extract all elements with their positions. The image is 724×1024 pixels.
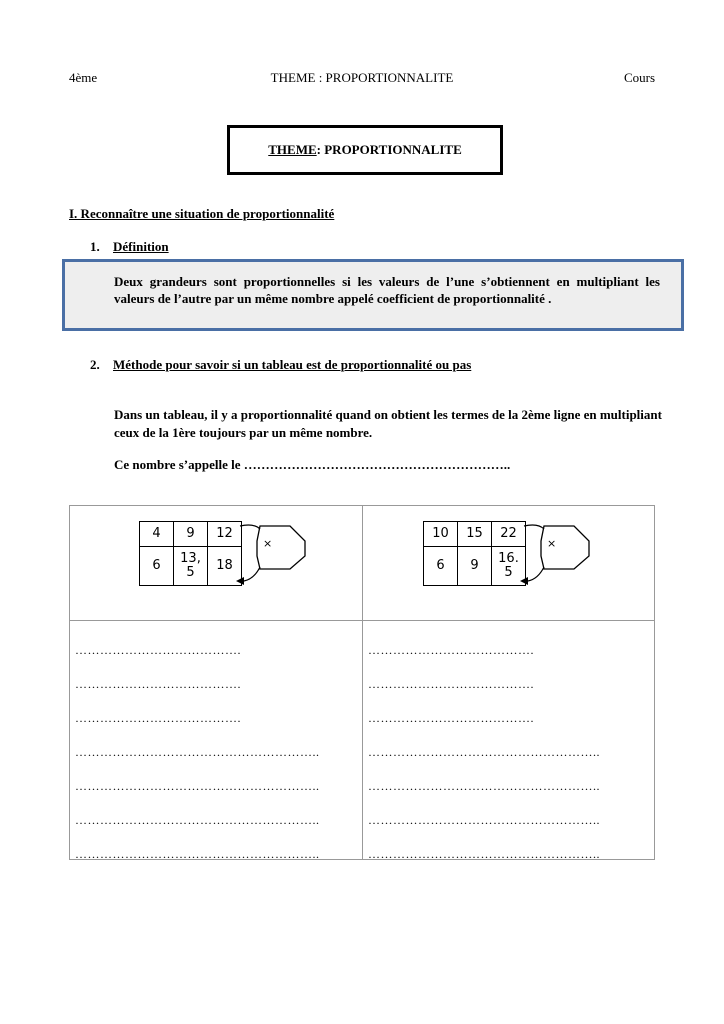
table-cell: 18 xyxy=(208,547,242,586)
section-heading: I. Reconnaître une situation de proportionnalité xyxy=(69,206,335,221)
definition-text: Deux grandeurs sont proportionnelles si les valeurs de l’une s’obtiennent en multipliant les valeurs de l’autre par un même nombre appelé coefficient de proportionnalité . xyxy=(114,274,660,306)
multiply-sign-left: × xyxy=(263,537,273,550)
answer-line: ……………………………………………….. xyxy=(368,745,600,759)
answer-line: ………………………………………………….. xyxy=(75,847,320,861)
answer-line: …………………………………. xyxy=(368,711,534,725)
grid-divider-horizontal xyxy=(70,620,654,621)
table-cell: 6 xyxy=(140,547,174,586)
method-text: Dans un tableau, il y a proportionnalité quand on obtient les termes de la 2ème ligne en multipliant ceux de la 1ère toujours par un même nombre. xyxy=(114,407,662,440)
subsection-definition xyxy=(90,239,169,255)
table-cell: 22 xyxy=(492,522,526,547)
table-cell: 9 xyxy=(458,547,492,586)
title-box xyxy=(227,125,503,175)
multiplier-arrow-right xyxy=(524,521,594,591)
proportion-table-right xyxy=(423,521,526,586)
table-cell: 13, 5 xyxy=(174,547,208,586)
title-rest: : PROPORTIONNALITE xyxy=(316,142,462,157)
definition-box xyxy=(62,259,684,331)
answer-line: ………………………………………………….. xyxy=(75,779,320,793)
answer-line: …………………………………. xyxy=(75,643,241,657)
subsection-method xyxy=(90,357,471,373)
multiplier-arrow-left xyxy=(240,521,310,591)
answer-line: ……………………………………………….. xyxy=(368,847,600,861)
answer-line: ………………………………………………….. xyxy=(75,745,320,759)
table-cell: 12 xyxy=(208,522,242,547)
grid-divider-vertical xyxy=(362,506,363,859)
answer-line: ……………………………………………….. xyxy=(368,779,600,793)
header-type: Cours xyxy=(623,70,655,85)
table-cell: 6 xyxy=(424,547,458,586)
answer-line: …………………………………. xyxy=(368,677,534,691)
subsection-title: Méthode pour savoir si un tableau est de proportionnalité ou pas xyxy=(113,357,472,372)
answer-line: ………………………………………………….. xyxy=(75,813,320,827)
table-cell: 9 xyxy=(174,522,208,547)
table-cell: 16. 5 xyxy=(492,547,526,586)
fill-in-line: Ce nombre s’appelle le …………………………………………………….. xyxy=(114,457,511,472)
header-level: 4ème xyxy=(69,70,98,85)
title-label: THEME xyxy=(268,142,317,157)
proportion-table-left xyxy=(139,521,242,586)
table-cell: 10 xyxy=(424,522,458,547)
table-cell: 4 xyxy=(140,522,174,547)
subsection-title: Définition xyxy=(113,239,169,254)
subsection-number: 2. xyxy=(90,357,100,372)
multiply-sign-right: × xyxy=(547,537,557,550)
table-cell: 15 xyxy=(458,522,492,547)
subsection-number: 1. xyxy=(90,239,100,254)
answer-line: …………………………………. xyxy=(368,643,534,657)
header-theme: THEME : PROPORTIONNALITE xyxy=(270,70,454,85)
answer-line: …………………………………. xyxy=(75,711,241,725)
exercise-grid xyxy=(69,505,655,860)
answer-line: …………………………………. xyxy=(75,677,241,691)
answer-line: ……………………………………………….. xyxy=(368,813,600,827)
